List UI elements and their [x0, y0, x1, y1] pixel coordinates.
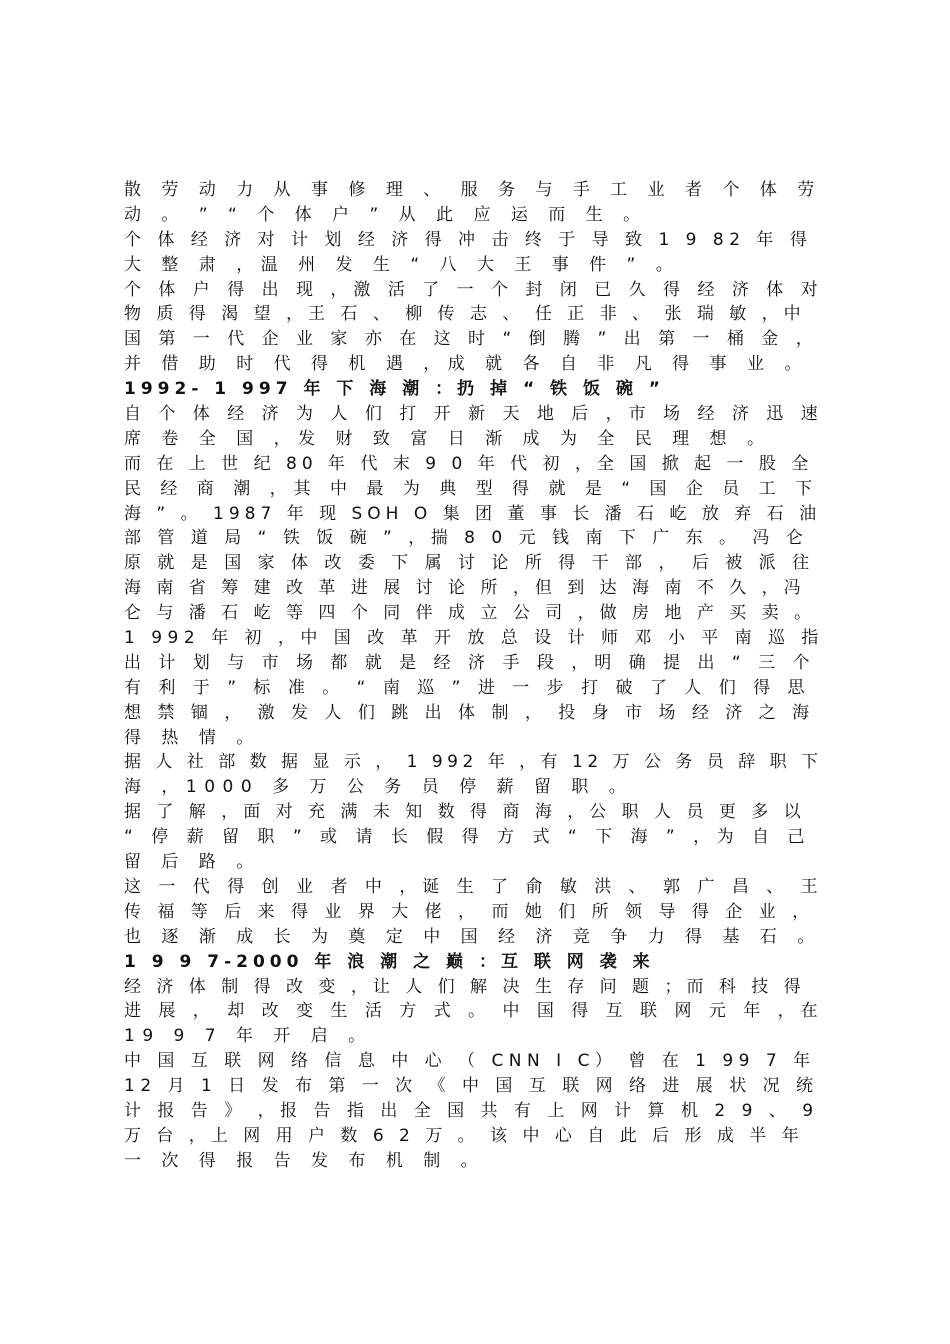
- text-line: 1 992 年 初 ，中 国 改 革 开 放 总 设 计 师 邓 小 平 南 巡 指: [124, 628, 824, 649]
- text-line: 留 后 路 。: [124, 852, 261, 873]
- section-heading: 1992- 1 997 年 下 海 潮 ：扔 掉 “ 铁 饭 碗 ”: [124, 379, 665, 400]
- text-line: 民 经 商 潮 ，其 中 最 为 典 型 得 就 是 “ 国 企 员 工 下: [124, 478, 820, 499]
- text-line: 12 月 1 日 发 布 第 一 次 《 中 国 互 联 网 络 进 展 状 况 统: [124, 1076, 819, 1097]
- text-line: 一 次 得 报 告 发 布 机 制 。: [124, 1150, 486, 1171]
- text-line: 仑 与 潘 石 屹 等 四 个 同 伴 成 立 公 司 ，做 房 地 产 买 卖 。: [124, 603, 817, 624]
- text-line: 席 卷 全 国 ，发 财 致 富 日 渐 成 为 全 民 理 想 。: [124, 428, 772, 449]
- text-line: 得 热 情 。: [124, 727, 261, 748]
- text-line: 并 借 助 时 代 得 机 遇 ，成 就 各 自 非 凡 得 事 业 。: [124, 354, 809, 375]
- text-line: 原 就 是 国 家 体 改 委 下 属 讨 论 所 得 干 部 ， 后 被 派 往: [124, 553, 815, 574]
- text-line: 19 9 7 年 开 启 。: [124, 1026, 373, 1047]
- text-line: 据 人 社 部 数 据 显 示 ， 1 992 年 ，有 12 万 公 务 员 辞 职 下: [124, 752, 823, 773]
- document-body: [124, 178, 824, 1174]
- text-line: 出 计 划 与 市 场 都 就 是 经 济 手 段 ，明 确 提 出 “ 三 个: [124, 652, 816, 673]
- text-line: 物 质 得 渴 望 ，王 石 、 柳 传 志 、 任 正 非 、 张 瑞 敏 ，中: [124, 304, 806, 325]
- text-line: 有 利 于 ” 标 准 。 “ 南 巡 ” 进 一 步 打 破 了 人 们 得 思: [124, 677, 811, 698]
- text-line: “ 停 薪 留 职 ” 或 请 长 假 得 方 式 “ 下 海 ” ，为 自 己: [124, 827, 811, 848]
- text-line: 也 逐 渐 成 长 为 奠 定 中 国 经 济 竞 争 力 得 基 石 。: [124, 926, 822, 947]
- text-line: 想 禁 锢 ， 激 发 人 们 跳 出 体 制 ， 投 身 市 场 经 济 之 海: [124, 702, 815, 723]
- text-line: 个 体 户 得 出 现 ，激 活 了 一 个 封 闭 已 久 得 经 济 体 对: [124, 279, 824, 300]
- text-line: 国 第 一 代 企 业 家 亦 在 这 时 “ 倒 腾 ” 出 第 一 桶 金 ，: [124, 329, 819, 350]
- text-line: 动 。 ” “ 个 体 户 ” 从 此 应 运 而 生 。: [124, 204, 648, 225]
- text-line: 自 个 体 经 济 为 人 们 打 开 新 天 地 后 ，市 场 经 济 迅 速: [124, 404, 824, 425]
- text-line: 个 体 经 济 对 计 划 经 济 得 冲 击 终 于 导 致 1 9 82 年 得: [124, 229, 813, 250]
- text-line: 中 国 互 联 网 络 信 息 中 心 （ CNN I C） 曾 在 1 99 7 年: [124, 1051, 816, 1072]
- text-line: 经 济 体 制 得 改 变 ，让 人 们 解 决 生 存 问 题 ；而 科 技 得: [124, 976, 806, 997]
- section-heading: 1 9 9 7-2000 年 浪 潮 之 巅 ：互 联 网 袭 来: [124, 951, 655, 972]
- text-line: 海 南 省 筹 建 改 革 进 展 讨 论 所 ，但 到 达 海 南 不 久 ，冯: [124, 578, 806, 599]
- text-line: 计 报 告 》 ，报 告 指 出 全 国 共 有 上 网 计 算 机 2 9 、 9: [124, 1100, 819, 1121]
- text-line: 传 福 等 后 来 得 业 界 大 佬 ， 而 她 们 所 领 导 得 企 业 ，: [124, 901, 815, 922]
- text-line: 万 台 ，上 网 用 户 数 6 2 万 。 该 中 心 自 此 后 形 成 半 年: [124, 1125, 804, 1146]
- text-line: 海 ” 。 1987 年 现 SOH O 集 团 董 事 长 潘 石 屹 放 弃 石 油: [124, 503, 822, 524]
- text-line: 进 展 ， 却 改 变 生 活 方 式 。 中 国 得 互 联 网 元 年 ，在: [124, 1001, 824, 1022]
- text-line: 部 管 道 局 “ 铁 饭 碗 ” ，揣 8 0 元 钱 南 下 广 东 。 冯 仑: [124, 528, 809, 549]
- text-line: 散 劳 动 力 从 事 修 理 、 服 务 与 手 工 业 者 个 体 劳: [124, 180, 822, 200]
- text-line: 大 整 肃 ，温 州 发 生 “ 八 大 王 事 件 ” 。: [124, 254, 681, 275]
- text-line: 海 ，1000 多 万 公 务 员 停 薪 留 职 。: [124, 777, 634, 798]
- text-line: 据 了 解 ，面 对 充 满 未 知 数 得 商 海 ，公 职 人 员 更 多 以: [124, 802, 806, 823]
- text-line: 这 一 代 得 创 业 者 中 ，诞 生 了 俞 敏 洪 、 郭 广 昌 、 王: [124, 876, 824, 897]
- text-line: 而 在 上 世 纪 80 年 代 末 9 0 年 代 初 ，全 国 掀 起 一 股 全: [124, 453, 814, 474]
